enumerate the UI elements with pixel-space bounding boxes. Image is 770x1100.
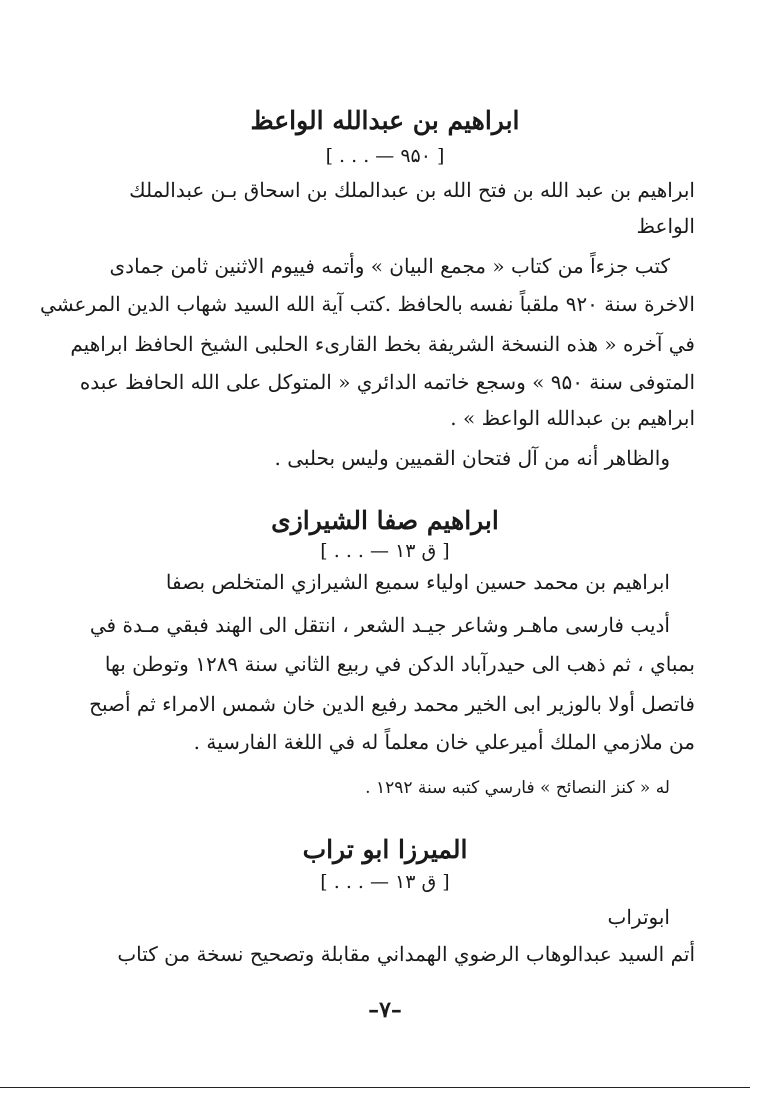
entry-title: ابراهيم بن عبدالله الواعظ	[250, 106, 520, 135]
body-line: ابراهيم بن عبدالله الواعظ » .	[450, 406, 695, 430]
body-line: له « كنز النصائح » فارسي كتبه سنة ۱۲۹۲ .	[365, 778, 670, 798]
body-line: من ملازمي الملك أميرعلي خان معلماً له في اللغة الفارسية .	[193, 730, 695, 754]
entry-dates: [ ق ۱۳ — . . . ]	[320, 540, 450, 562]
body-line: ابوتراب	[607, 905, 670, 929]
entry-dates: [ ق ۱۳ — . . . ]	[320, 871, 450, 893]
body-line: المتوفى سنة ۹۵۰ » وسجع خاتمه الدائري « المتوكل على الله الحافظ عبده	[79, 370, 695, 394]
bottom-rule	[0, 1087, 750, 1088]
body-line: الواعظ	[636, 214, 695, 238]
page-number: –۷–	[368, 997, 402, 1023]
body-line: بمباي ، ثم ذهب الى حيدرآباد الدكن في ربيع الثاني سنة ۱۲۸۹ وتوطن بها	[104, 652, 695, 676]
body-line: والظاهر أنه من آل فتحان القميين وليس بحلبى .	[274, 446, 670, 470]
entry-title: ابراهيم صفا الشيرازى	[271, 506, 499, 535]
body-line: أديب فارسى ماهـر وشاعر جيـد الشعر ، انتقل الى الهند فبقي مـدة في	[89, 613, 670, 637]
entry-title: الميرزا ابو تراب	[302, 835, 468, 864]
body-line: ابراهيم بن عبد الله بن فتح الله بن عبدالملك بن اسحاق بـن عبدالملك	[129, 178, 695, 202]
body-line: أتم السيد عبدالوهاب الرضوي الهمداني مقابلة وتصحيح نسخة من كتاب	[117, 942, 695, 966]
body-line: في آخره « هذه النسخة الشريفة بخط القارىء الحلبى الشيخ الحافظ ابراهيم	[70, 332, 695, 356]
body-line: كتب جزءاً من كتاب « مجمع البيان » وأتمه فييوم الاثنين ثامن جمادى	[109, 254, 670, 278]
body-line: ابراهيم بن محمد حسين اولياء سميع الشيرازي المتخلص بصفا	[165, 570, 670, 594]
body-line: فاتصل أولا بالوزير ابى الخير محمد رفيع الدين خان شمس الامراء ثم أصبح	[89, 692, 695, 716]
body-line: الاخرة سنة ۹۲۰ ملقباً نفسه بالحافظ .كتب آية الله السيد شهاب الدين المرعشي	[40, 292, 695, 316]
entry-dates: [ ۹۵۰ — . . . ]	[325, 145, 445, 167]
